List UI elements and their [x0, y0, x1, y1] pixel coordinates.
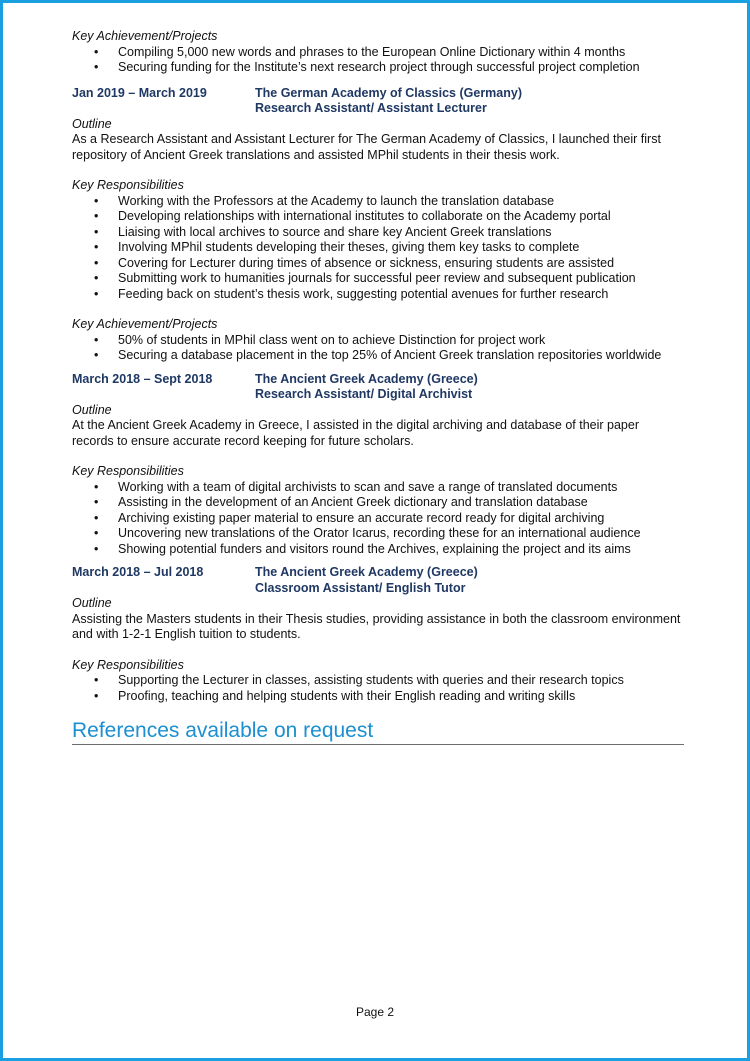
list-item: • Working with the Professors at the Academy to launch the translation database — [72, 194, 684, 210]
job-organization: The German Academy of Classics (Germany) — [255, 85, 522, 100]
references-heading: References available on request — [72, 718, 684, 745]
job-header — [72, 86, 684, 117]
responsibilities-heading: Key Responsibilities — [72, 657, 184, 672]
list-item: • Uncovering new translations of the Orator Icarus, recording these for an international audience — [72, 526, 684, 542]
job-role: Research Assistant/ Assistant Lecturer — [255, 101, 487, 115]
job-header — [72, 372, 684, 403]
job-organization: The Ancient Greek Academy (Greece) — [255, 371, 478, 386]
job-entry — [72, 372, 684, 558]
responsibilities-list — [72, 673, 684, 704]
job-header — [72, 565, 684, 596]
job-entry — [72, 565, 684, 704]
responsibilities-heading: Key Responsibilities — [72, 178, 184, 192]
list-item: • Covering for Lecturer during times of absence or sickness, ensuring students are assisted — [72, 256, 684, 272]
cv-content — [72, 29, 684, 745]
list-item: • Feeding back on student’s thesis work, suggesting potential avenues for further research — [72, 287, 684, 303]
list-item: • 50% of students in MPhil class went on to achieve Distinction for project work — [72, 333, 684, 349]
list-item: • Showing potential funders and visitors round the Archives, explaining the project and its aims — [72, 542, 684, 558]
list-item: • Securing funding for the Institute’s next research project through successful project completion — [72, 60, 684, 76]
list-item: • Liaising with local archives to source and share key Ancient Greek translations — [72, 225, 684, 241]
responsibilities-heading: Key Responsibilities — [72, 464, 184, 478]
list-item: • Supporting the Lecturer in classes, assisting students with queries and their research topics — [72, 673, 684, 689]
achievements-heading: Key Achievement/Projects — [72, 317, 218, 331]
list-item: • Securing a database placement in the top 25% of Ancient Greek translation repositories worldwide — [72, 348, 684, 364]
outline-heading: Outline — [72, 116, 112, 131]
list-item: • Compiling 5,000 new words and phrases to the European Online Dictionary within 4 months — [72, 45, 684, 61]
list-item: • Assisting in the development of an Ancient Greek dictionary and translation database — [72, 495, 684, 511]
outline-text: As a Research Assistant and Assistant Lecturer for The German Academy of Classics, I launched their first repository of Ancient Greek translations and assisted MPhil students in their thesis work. — [72, 132, 661, 162]
list-item: • Involving MPhil students developing their theses, giving them key tasks to complete — [72, 240, 684, 256]
list-item: • Proofing, teaching and helping students with their English reading and writing skills — [72, 689, 684, 705]
list-item: • Working with a team of digital archivists to scan and save a range of translated documents — [72, 480, 684, 496]
outline-text: At the Ancient Greek Academy in Greece, I assisted in the digital archiving and database of their paper records to ensure accurate record keeping for future scholars. — [72, 418, 639, 448]
job-entry — [72, 86, 684, 364]
list-item: • Archiving existing paper material to ensure an accurate record ready for digital archiving — [72, 511, 684, 527]
job-role: Classroom Assistant/ English Tutor — [255, 580, 466, 595]
achievements-heading: Key Achievement/Projects — [72, 29, 218, 43]
page-number: Page 2 — [355, 1005, 395, 1019]
job-role: Research Assistant/ Digital Archivist — [255, 387, 473, 401]
achievements-list — [72, 333, 684, 364]
previous-job-achievements — [72, 29, 684, 76]
job-organization: The Ancient Greek Academy (Greece) — [255, 565, 478, 579]
achievements-list — [72, 45, 684, 76]
list-item: • Developing relationships with international institutes to collaborate on the Academy portal — [72, 209, 684, 225]
job-date: Jan 2019 – March 2019 — [72, 85, 207, 100]
job-date: March 2018 – Sept 2018 — [72, 371, 213, 386]
responsibilities-list — [72, 480, 684, 558]
list-item: • Submitting work to humanities journals for successful peer review and subsequent publication — [72, 271, 684, 287]
outline-heading: Outline — [72, 596, 112, 610]
responsibilities-list — [72, 194, 684, 303]
outline-text: Assisting the Masters students in their Thesis studies, providing assistance in both the classroom environment and with 1-2-1 English tuition to students. — [72, 611, 681, 641]
job-date: March 2018 – Jul 2018 — [72, 565, 204, 579]
outline-heading: Outline — [72, 402, 112, 417]
